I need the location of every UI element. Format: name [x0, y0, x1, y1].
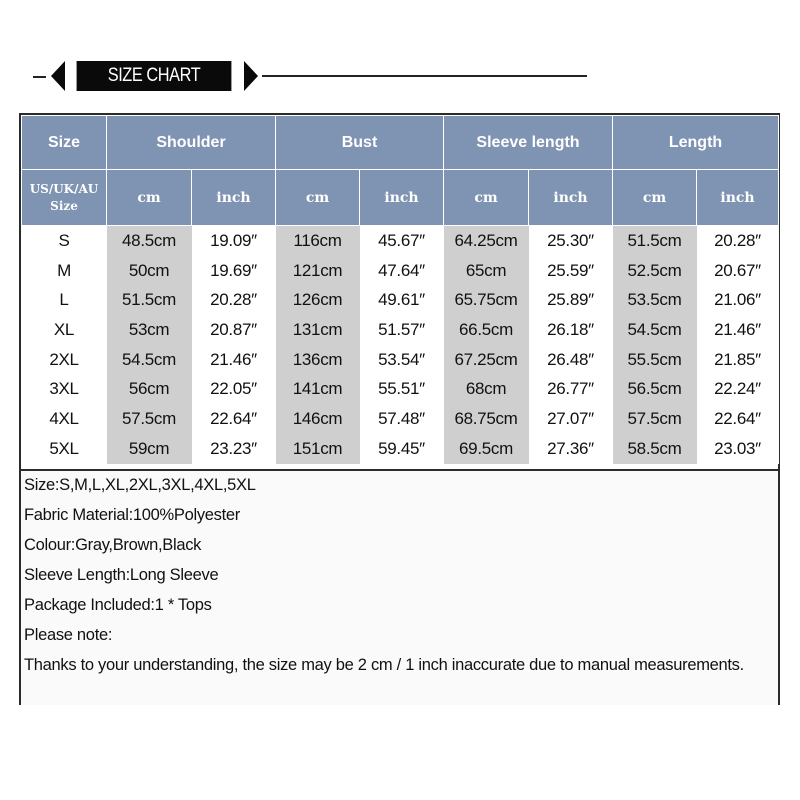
size-col-header: Size	[22, 116, 107, 170]
group-length-header: Length	[613, 116, 779, 170]
cell-bust-inch: 47.64″	[360, 256, 444, 286]
cell-sleeve-inch: 26.48″	[529, 345, 613, 375]
cell-length-cm: 56.5cm	[613, 374, 697, 404]
header-rule	[262, 75, 587, 77]
table-row	[22, 226, 779, 256]
table-row	[22, 374, 779, 404]
cell-sleeve-cm: 68.75cm	[444, 404, 529, 434]
table-row	[22, 285, 779, 315]
cell-shoulder-inch: 22.64″	[192, 404, 276, 434]
cell-length-inch: 20.67″	[697, 256, 779, 286]
cell-size: 3XL	[22, 374, 107, 404]
header-row-groups	[22, 116, 779, 170]
cell-bust-cm: 116cm	[276, 226, 360, 256]
cell-bust-cm: 121cm	[276, 256, 360, 286]
size-table-body	[22, 226, 779, 464]
cell-length-inch: 21.85″	[697, 345, 779, 375]
cell-size: XL	[22, 315, 107, 345]
cell-length-cm: 55.5cm	[613, 345, 697, 375]
cell-sleeve-inch: 25.59″	[529, 256, 613, 286]
cell-shoulder-cm: 57.5cm	[107, 404, 192, 434]
cell-shoulder-cm: 53cm	[107, 315, 192, 345]
cell-length-inch: 21.46″	[697, 315, 779, 345]
cell-size: 5XL	[22, 434, 107, 464]
group-shoulder-header: Shoulder	[107, 116, 276, 170]
cell-length-inch: 21.06″	[697, 285, 779, 315]
cell-shoulder-inch: 22.05″	[192, 374, 276, 404]
cell-size: S	[22, 226, 107, 256]
cell-length-cm: 58.5cm	[613, 434, 697, 464]
note-fabric: Fabric Material:100%Polyester	[24, 506, 240, 524]
note-heading: Please note:	[24, 626, 113, 644]
cell-bust-inch: 45.67″	[360, 226, 444, 256]
cell-sleeve-cm: 66.5cm	[444, 315, 529, 345]
cell-shoulder-cm: 51.5cm	[107, 285, 192, 315]
size-chart-panel	[19, 113, 780, 705]
cell-sleeve-inch: 27.36″	[529, 434, 613, 464]
cell-sleeve-inch: 25.30″	[529, 226, 613, 256]
product-notes	[21, 469, 778, 705]
cell-size: 4XL	[22, 404, 107, 434]
cell-bust-cm: 126cm	[276, 285, 360, 315]
table-row	[22, 256, 779, 286]
cell-length-cm: 53.5cm	[613, 285, 697, 315]
cell-bust-cm: 136cm	[276, 345, 360, 375]
cell-length-inch: 22.64″	[697, 404, 779, 434]
cell-length-cm: 54.5cm	[613, 315, 697, 345]
cell-size: L	[22, 285, 107, 315]
cell-length-cm: 52.5cm	[613, 256, 697, 286]
cell-bust-cm: 151cm	[276, 434, 360, 464]
cell-sleeve-cm: 69.5cm	[444, 434, 529, 464]
note-package: Package Included:1 * Tops	[24, 596, 212, 614]
cell-shoulder-cm: 59cm	[107, 434, 192, 464]
cell-shoulder-inch: 19.09″	[192, 226, 276, 256]
cell-length-cm: 51.5cm	[613, 226, 697, 256]
cell-length-inch: 23.03″	[697, 434, 779, 464]
cell-shoulder-cm: 54.5cm	[107, 345, 192, 375]
unit-inch-header: inch	[192, 170, 276, 226]
cell-sleeve-inch: 26.18″	[529, 315, 613, 345]
unit-inch-header: inch	[529, 170, 613, 226]
cell-sleeve-inch: 26.77″	[529, 374, 613, 404]
unit-cm-header: cm	[444, 170, 529, 226]
cell-size: 2XL	[22, 345, 107, 375]
group-sleeve-length-header: Sleeve length	[444, 116, 613, 170]
table-row	[22, 315, 779, 345]
cell-shoulder-inch: 20.87″	[192, 315, 276, 345]
header-row-units	[22, 170, 779, 226]
unit-cm-header: cm	[107, 170, 192, 226]
cell-sleeve-inch: 25.89″	[529, 285, 613, 315]
cell-size: M	[22, 256, 107, 286]
group-bust-header: Bust	[276, 116, 444, 170]
cell-bust-inch: 49.61″	[360, 285, 444, 315]
cell-sleeve-cm: 65.75cm	[444, 285, 529, 315]
header-dash	[33, 76, 46, 78]
unit-inch-header: inch	[697, 170, 779, 226]
cell-sleeve-cm: 68cm	[444, 374, 529, 404]
cell-bust-inch: 53.54″	[360, 345, 444, 375]
cell-shoulder-inch: 21.46″	[192, 345, 276, 375]
cell-sleeve-cm: 65cm	[444, 256, 529, 286]
cell-sleeve-inch: 27.07″	[529, 404, 613, 434]
cell-bust-cm: 141cm	[276, 374, 360, 404]
table-row	[22, 345, 779, 375]
cell-bust-cm: 146cm	[276, 404, 360, 434]
cell-shoulder-inch: 20.28″	[192, 285, 276, 315]
cell-shoulder-cm: 48.5cm	[107, 226, 192, 256]
unit-cm-header: cm	[613, 170, 697, 226]
region-size-header: US/UK/AU Size	[22, 170, 107, 226]
banner-left-arrow	[51, 61, 65, 91]
cell-sleeve-cm: 64.25cm	[444, 226, 529, 256]
cell-shoulder-inch: 19.69″	[192, 256, 276, 286]
banner-right-arrow	[244, 61, 258, 91]
cell-shoulder-inch: 23.23″	[192, 434, 276, 464]
cell-bust-inch: 59.45″	[360, 434, 444, 464]
size-table	[21, 115, 779, 464]
cell-shoulder-cm: 56cm	[107, 374, 192, 404]
cell-length-cm: 57.5cm	[613, 404, 697, 434]
size-chart-title: SIZE CHART	[77, 61, 232, 91]
cell-bust-cm: 131cm	[276, 315, 360, 345]
cell-length-inch: 22.24″	[697, 374, 779, 404]
cell-shoulder-cm: 50cm	[107, 256, 192, 286]
unit-inch-header: inch	[360, 170, 444, 226]
note-sizes: Size:S,M,L,XL,2XL,3XL,4XL,5XL	[24, 476, 256, 494]
cell-bust-inch: 57.48″	[360, 404, 444, 434]
note-sleeve: Sleeve Length:Long Sleeve	[24, 566, 219, 584]
cell-sleeve-cm: 67.25cm	[444, 345, 529, 375]
cell-bust-inch: 51.57″	[360, 315, 444, 345]
cell-length-inch: 20.28″	[697, 226, 779, 256]
note-colour: Colour:Gray,Brown,Black	[24, 536, 202, 554]
table-row	[22, 434, 779, 464]
cell-bust-inch: 55.51″	[360, 374, 444, 404]
note-disclaimer: Thanks to your understanding, the size may be 2 cm / 1 inch inaccurate due to manual measurements.	[24, 656, 744, 674]
table-row	[22, 404, 779, 434]
unit-cm-header: cm	[276, 170, 360, 226]
